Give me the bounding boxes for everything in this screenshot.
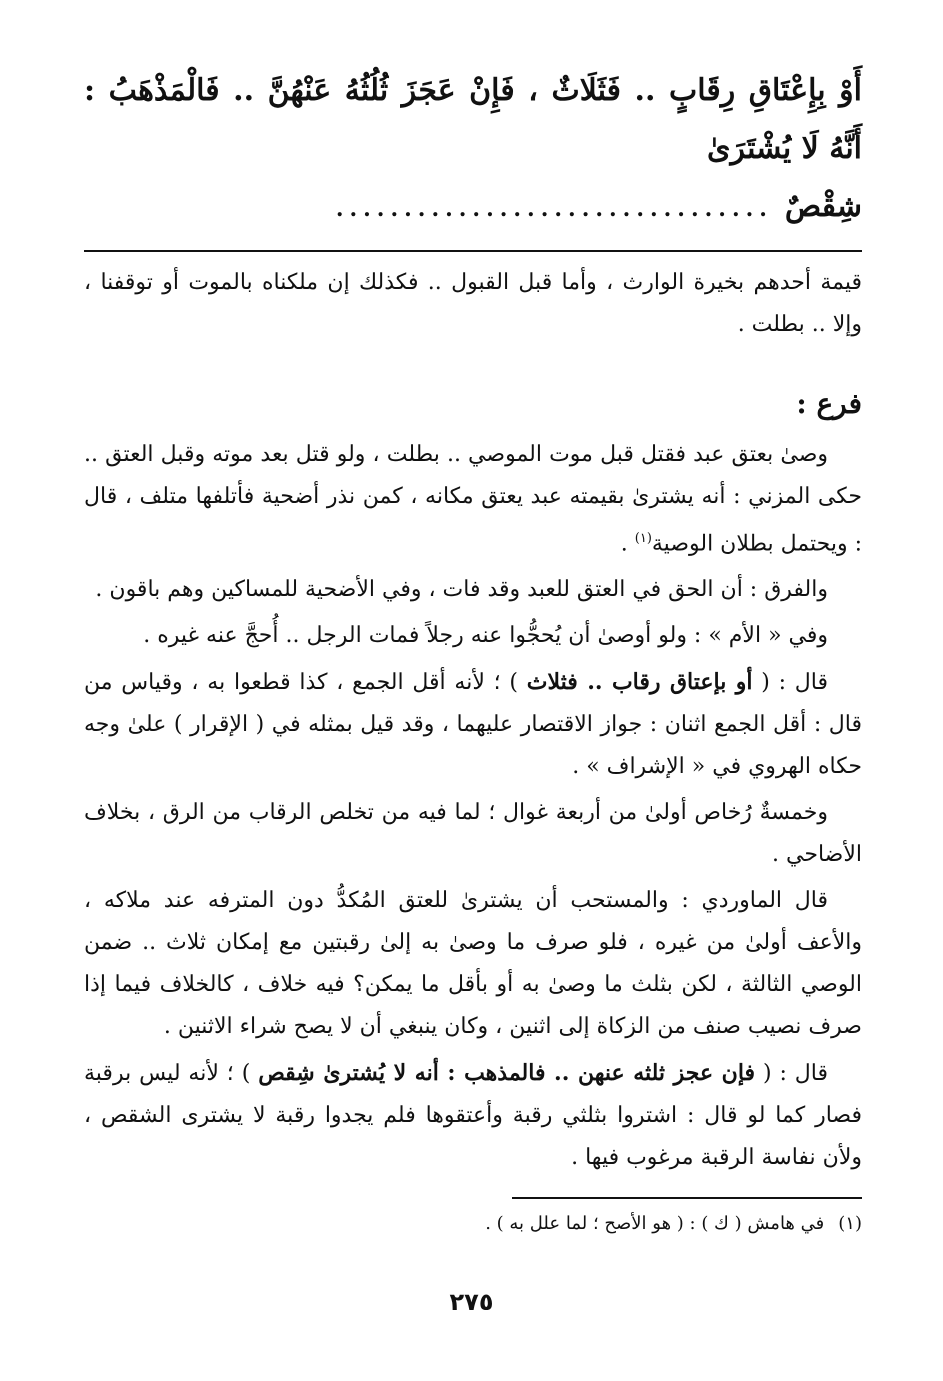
paragraph-8-open: قال : (	[755, 1061, 828, 1087]
sharh-paragraph-8	[84, 1052, 862, 1179]
sharh-paragraph-3: والفرق : أن الحق في العتق للعبد وقد فات ، وفي الأضحية للمساكين وهم باقون .	[95, 577, 828, 603]
paragraph-5-rest: ) ؛ لأنه أقل الجمع ، كذا قطعوا به ، وقياس من قال : أقل الجمع اثنان : جواز الاقتصار عليهما ، وقد قيل بمثله في ( الإقرار ) علىٰ وجه حكاه الهروي في « الإشراف » .	[84, 670, 862, 780]
paragraph-2-end: .	[620, 531, 635, 557]
footnote-number: (١)	[838, 1213, 862, 1235]
sharh-paragraph-5	[84, 661, 862, 788]
book-page	[84, 62, 862, 1239]
matn-dots: ................................	[335, 196, 773, 222]
sharh-paragraph-6: وخمسةٌ رُخاص أولىٰ من أربعة غوال ؛ لما فيه من تخلص الرقاب من الرق ، بخلاف الأضاحي .	[84, 800, 862, 868]
sharh-paragraph-7: قال الماوردي : والمستحب أن يشترىٰ للعتق المُكدُّ دون المترفه عند ملاكه ، والأعف أولىٰ من غيره ، فلو صرف ما وصىٰ به إلىٰ رقبتين مع إمكان ثلاث .. ضمن الوصي الثالثة ، لكن بثلث ما وصىٰ به أو بأقل ما يمكن؟ فيه خلاف ، كالخلاف فيما إذا صرف نصيب صنف من الزكاة إلى اثنين ، وكان ينبغي أن لا يصح شراء الاثنين .	[84, 888, 862, 1040]
footnote-reference: (١)	[634, 531, 652, 546]
sharh-paragraph-1: قيمة أحدهم بخيرة الوارث ، وأما قبل القبول .. فكذلك إن ملكناه بالموت أو توقفنا ، وإلا .. بطلت .	[84, 270, 862, 337]
paragraph-8-rest: ) ؛ لأنه ليس برقبة فصار كما لو قال : اشتروا بثلثي رقبة وأعتقوها فلم يجدوا رقبة لا يشترى الشقص ، ولأن نفاسة الرقبة مرغوب فيها .	[84, 1061, 862, 1171]
paragraph-5-open: قال : (	[752, 670, 828, 696]
matn-quote-1: أو بإعتاق رقاب .. فثلاث	[526, 669, 753, 696]
footnote	[84, 1209, 862, 1239]
paragraph-2-text: وصىٰ بعتق عبد فقتل قبل موت الموصي .. بطلت ، ولو قتل بعد موته وقبل العتق .. حكى المزني : أنه يشترىٰ بقيمته عبد يعتق مكانه ، كمن نذر أضحية فأتلفها متلف ، قال : ويحتمل بطلان الوصية	[84, 442, 862, 557]
footnote-separator-rule	[512, 1197, 862, 1199]
section-heading: فرع :	[796, 387, 862, 420]
sharh-paragraph-2	[84, 434, 862, 565]
matn-line-1: أَوْ بِإِعْتَاقِ رِقَابٍ .. فَثَلَاثٌ ، فَإِنْ عَجَزَ ثُلُثُهُ عَنْهُنَّ .. فَالْمَذْهَبُ : أَنَّهُ لَا يُشْتَرَىٰ	[84, 73, 862, 166]
sharh-text	[84, 262, 862, 1179]
page-number: ٢٧٥	[449, 1288, 494, 1316]
matn-text	[84, 62, 862, 238]
matn-separator-rule	[84, 250, 862, 252]
sharh-paragraph-4: وفي « الأم » : ولو أوصىٰ أن يُحجُّوا عنه رجلاً فمات الرجل .. أُحجَّ عنه غيره .	[143, 623, 828, 649]
footnote-text: في هامش ( ك ) : ( هو الأصح ؛ لما علل به ) .	[485, 1213, 825, 1235]
matn-quote-2: فإن عجز ثلثه عنهن .. فالمذهب : أنه لا يُشترىٰ شِقص	[258, 1060, 756, 1087]
matn-line-2-word: شِقْصٌ	[784, 189, 862, 224]
matn-line-2	[84, 178, 862, 238]
